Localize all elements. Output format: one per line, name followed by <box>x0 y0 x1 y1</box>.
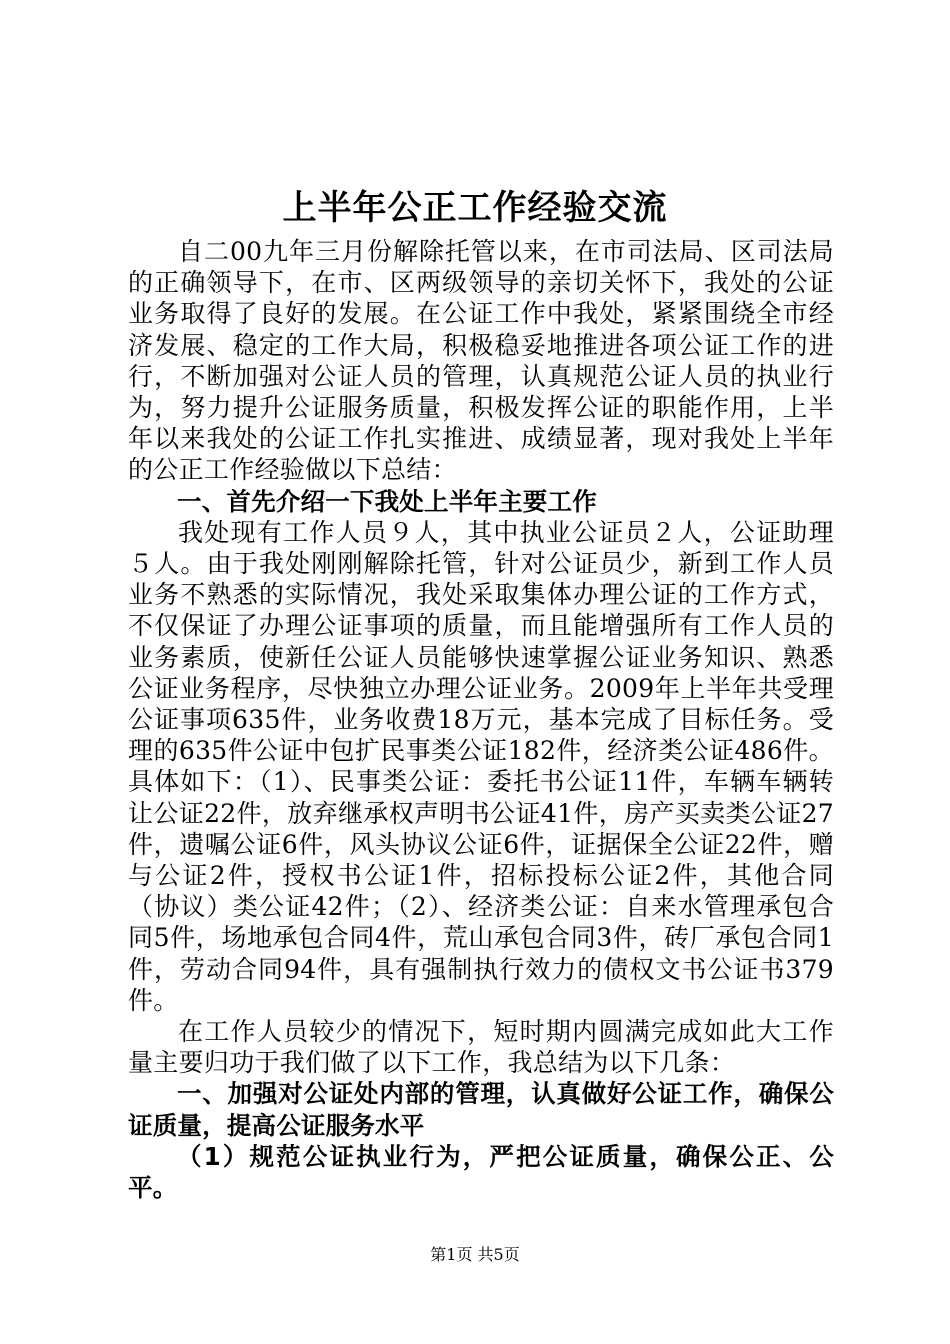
document-body <box>128 236 834 1203</box>
intro-paragraph: 自二00九年三月份解除托管以来，在市司法局、区司法局的正确领导下，在市、区两级领导的亲切关怀下，我处的公证业务取得了良好的发展。在公证工作中我处，紧紧围绕全市经济发展、稳定的工作大局，积极稳妥地推进各项公证工作的进行，不断加强对公证人员的管理，认真规范公证人员的执业行为，努力提升公证服务质量，积极发挥公证的职能作用，上半年以来我处的公证工作扎实推进、成绩显著，现对我处上半年的公正工作经验做以下总结： <box>128 237 834 485</box>
page-footer: 第1页 共5页 <box>430 1245 520 1264</box>
work-summary-paragraph: 我处现有工作人员９人，其中执业公证员２人，公证助理５人。由于我处刚刚解除托管，针对公证员少，新到工作人员业务不熟悉的实际情况，我处采取集体办理公证的工作方式，不仅保证了办理公证事项的质量，而且能增强所有工作人员的业务素质，使新任公证人员能够快速掌握公证业务知识、熟悉公证业务程序，尽快独立办理公证业务。2009年上半年共受理公证事项635件，业务收费18万元，基本完成了目标任务。受理的635件公证中包扩民事类公证182件，经济类公证486件。具体如下：（1）、民事类公证：委托书公证11件，车辆车辆转让公证22件，放弃继承权声明书公证41件，房产买卖类公证27件，遗嘱公证6件，风头协议公证6件，证据保全公证22件，赠与公证2件，授权书公证1件，招标投标公证2件，其他合同（协议）类公证42件；（2）、经济类公证：自来水管理承包合同5件，场地承包合同4件，荒山承包合同3件，砖厂承包合同1件，劳动合同94件，具有强制执行效力的债权文书公证书379件。 <box>128 517 834 1015</box>
document-title: 上半年公正工作经验交流 <box>282 188 668 228</box>
section-heading-internal-management: 一、加强对公证处内部的管理，认真做好公证工作，确保公证质量，提高公证服务水平 <box>128 1079 834 1140</box>
section-heading-main-work: 一、首先介绍一下我处上半年主要工作 <box>177 486 597 516</box>
transition-paragraph: 在工作人员较少的情况下，短时期内圆满完成如此大工作量主要归功于我们做了以下工作，我总结为以下几条： <box>128 1017 834 1078</box>
subsection-heading-standardize-practice: （1）规范公证执业行为，严把公证质量，确保公正、公平。 <box>128 1141 834 1203</box>
